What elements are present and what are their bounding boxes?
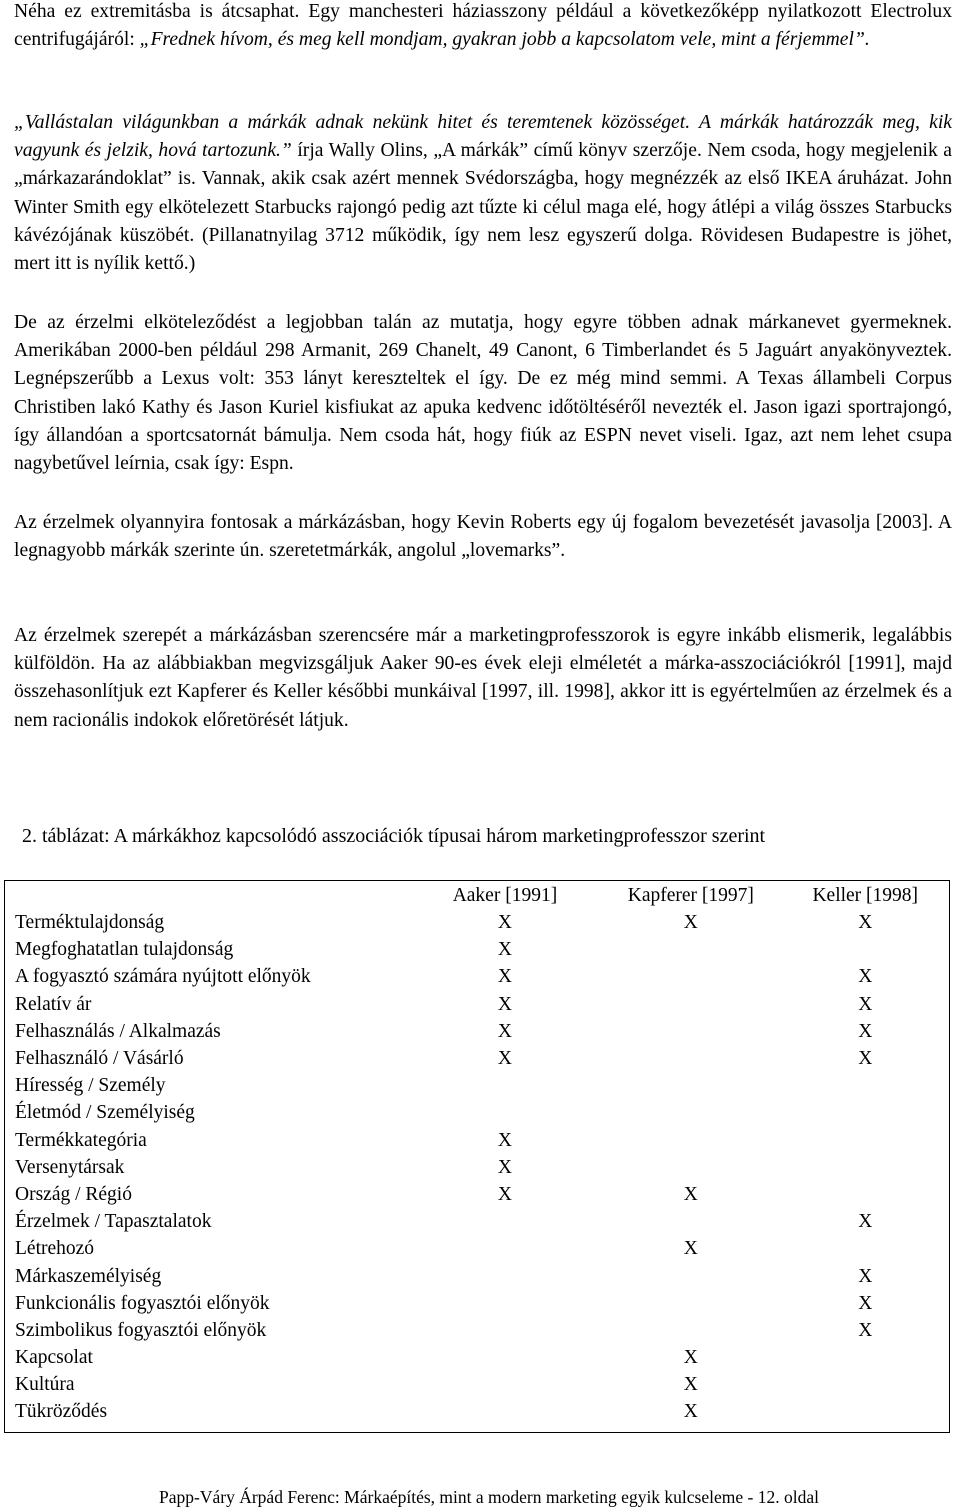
row-label: Tükröződés [15, 1401, 108, 1423]
table-cell [596, 1127, 785, 1154]
paragraph-text: Néha ez extremitásba is átcsaphat. Egy manchesteri háziasszony például a következőképp nyilatkozott Electrolux centrifugájáról: [14, 1, 952, 51]
table-cell [786, 1181, 945, 1208]
paragraph-lovemarks: Az érzelmek olyannyira fontosak a márkázásban, hogy Kevin Roberts egy új fogalom bevezetését javasolja [2003]. A legnagyobb márkák szerinte ún. szeretetmárkák, angolul „lovemarks”. [14, 512, 952, 562]
table-cell: X [858, 966, 873, 988]
association-table-frame [4, 880, 950, 1433]
table-cell: X [858, 1292, 873, 1314]
row-label: Relatív ár [15, 993, 92, 1015]
table-cell: X [497, 1129, 512, 1151]
table-cell: X [497, 1020, 512, 1042]
table-cell: X [497, 966, 512, 988]
association-table [15, 881, 945, 1426]
table-row [15, 1208, 945, 1235]
table-cell: X [497, 939, 512, 961]
table-cell [414, 1208, 596, 1235]
table-cell: X [497, 1156, 512, 1178]
table-cell: X [683, 1183, 698, 1205]
table-cell [596, 991, 785, 1018]
table-cell [786, 1099, 945, 1126]
paragraph-olins [14, 109, 952, 278]
header-empty-cell [15, 881, 414, 909]
table-cell: X [497, 912, 512, 934]
row-label: Kultúra [15, 1374, 75, 1396]
row-label: Kapcsolat [15, 1347, 93, 1369]
row-label: Versenytársak [15, 1156, 125, 1178]
table-row [15, 1099, 945, 1126]
table-cell: X [683, 1238, 698, 1260]
table-cell: X [683, 1401, 698, 1423]
paragraph-electrolux [14, 0, 952, 54]
table-row [15, 1181, 945, 1208]
table-cell [786, 1398, 945, 1425]
table-cell [414, 1072, 596, 1099]
column-header: Aaker [1991] [452, 884, 558, 906]
table-cell [414, 1262, 596, 1289]
quote-text: „Vallástalan világunkban a márkák adnak nekünk hitet és teremtenek közösséget. A márkák határozzák meg, kik vagyunk és jelzik, hová tartozunk.” [14, 112, 952, 162]
table-cell: X [497, 1183, 512, 1205]
table-cell [786, 1235, 945, 1262]
table-cell [786, 1072, 945, 1099]
table-cell [596, 1208, 785, 1235]
table-row [15, 1127, 945, 1154]
table-row [15, 936, 945, 963]
row-label: Termékkategória [15, 1129, 147, 1151]
paragraph-brand-names-children: De az érzelmi elköteleződést a legjobban talán az mutatja, hogy egyre többen adnak márkanevet gyermeknek. Amerikában 2000-ben például 298 Armanit, 269 Chanelt, 49 Canont, 6 Timberlandet és 5 Jaguárt anyakönyveztek. Legnépszerűbb a Lexus volt: 353 lányt kereszteltek el így. De ez még mind semmi. A Texas állambeli Corpus Christiben lakó Kathy és Jason Kuriel kisfiukat az apuka kedvenc időtöltéséről nevezték el. Jason igazi sportrajongó, így állandóan a sportcsatornát bámulja. Nem csoda hát, hogy fiúk az ESPN nevet viseli. Igaz, azt nem lehet csupa nagybetűvel leírnia, csak így: Espn. [14, 312, 952, 475]
table-header-row [15, 881, 945, 909]
table-cell [786, 1127, 945, 1154]
table-row [15, 1344, 945, 1371]
row-label: Létrehozó [15, 1238, 95, 1260]
table-cell: X [497, 1048, 512, 1070]
row-label: Márkaszemélyiség [15, 1265, 162, 1287]
table-cell [414, 1371, 596, 1398]
table-cell: X [858, 1048, 873, 1070]
table-cell [596, 936, 785, 963]
table-cell: X [858, 912, 873, 934]
row-label: Érzelmek / Tapasztalatok [15, 1211, 212, 1233]
table-cell: X [858, 1265, 873, 1287]
page-footer: Papp-Váry Árpád Ferenc: Márkaépítés, mint a modern marketing egyik kulcseleme - 12. oldal [159, 1487, 819, 1507]
table-cell [596, 963, 785, 990]
table-caption: 2. táblázat: A márkákhoz kapcsolódó asszociációk típusai három marketingprofesszor szerint [22, 825, 766, 847]
table-cell [786, 1154, 945, 1181]
table-cell [596, 1262, 785, 1289]
row-label: Életmód / Személyiség [15, 1102, 195, 1124]
table-cell: X [497, 993, 512, 1015]
column-header: Keller [1998] [812, 884, 919, 906]
table-cell [596, 1018, 785, 1045]
row-label: Terméktulajdonság [15, 912, 165, 934]
table-cell [596, 1154, 785, 1181]
table-row [15, 1262, 945, 1289]
table-cell: X [858, 1319, 873, 1341]
table-row [15, 1154, 945, 1181]
table-cell [414, 1290, 596, 1317]
table-cell [596, 1045, 785, 1072]
table-row [15, 1398, 945, 1425]
row-label: A fogyasztó számára nyújtott előnyök [15, 966, 311, 988]
table-cell [414, 1317, 596, 1344]
table-cell [786, 936, 945, 963]
table-row [15, 963, 945, 990]
quote-text: „Frednek hívom, és meg kell mondjam, gyakran jobb a kapcsolatom vele, mint a férjemmel”. [139, 29, 870, 51]
row-label: Megfoghatatlan tulajdonság [15, 939, 234, 961]
table-row [15, 1072, 945, 1099]
table-row [15, 1317, 945, 1344]
table-cell: X [683, 912, 698, 934]
table-cell [414, 1235, 596, 1262]
table-cell [414, 1344, 596, 1371]
table-cell [596, 1317, 785, 1344]
row-label: Szimbolikus fogyasztói előnyök [15, 1319, 267, 1341]
column-header: Kapferer [1997] [627, 884, 754, 906]
row-label: Ország / Régió [15, 1183, 132, 1205]
table-cell [596, 1290, 785, 1317]
association-table-body [15, 881, 945, 1426]
table-cell: X [683, 1374, 698, 1396]
row-label: Felhasználó / Vásárló [15, 1048, 184, 1070]
row-label: Híresség / Személy [15, 1075, 166, 1097]
table-cell [786, 1371, 945, 1398]
paragraph-text: írja Wally Olins, „A márkák” című könyv szerzője. Nem csoda, hogy megjelenik a „márkazarándoklat” is. Vannak, akik csak azért mennek Svédországba, hogy megnézzék az első IKEA áruházat. John Winter Smith egy elkötelezett Starbucks rajongó pedig azt tűzte ki célul maga elé, hogy átlépi a világ összes Starbucks kávézójának küszöbét. (Pillanatnyilag 3712 működik, így nem lesz egyszerű dolga. Rövidesen Budapestre is jöhet, mert itt is nyílik kettő.) [14, 140, 952, 275]
table-cell [414, 1398, 596, 1425]
table-row [15, 991, 945, 1018]
table-cell [596, 1099, 785, 1126]
table-cell: X [683, 1347, 698, 1369]
row-label: Funkcionális fogyasztói előnyök [15, 1292, 270, 1314]
row-label: Felhasználás / Alkalmazás [15, 1020, 221, 1042]
paragraph-marketing-professors: Az érzelmek szerepét a márkázásban szerencsére már a marketingprofesszorok is egyre inkább elismerik, legalábbis külföldön. Ha az alábbiakban megvizsgáljuk Aaker 90-es évek eleji elméletét a márka-asszociációkról [1991], majd összehasonlítjuk ezt Kapferer és Keller későbbi munkáival [1997, ill. 1998], akkor itt is egyértelműen az érzelmek és a nem racionális indokok előretörését látjuk. [14, 625, 952, 731]
table-cell [596, 1072, 785, 1099]
table-row [15, 1045, 945, 1072]
table-cell: X [858, 993, 873, 1015]
table-cell: X [858, 1211, 873, 1233]
table-row [15, 1018, 945, 1045]
table-row [15, 1290, 945, 1317]
table-row [15, 1235, 945, 1262]
table-cell [414, 1099, 596, 1126]
table-row [15, 909, 945, 936]
table-cell [786, 1344, 945, 1371]
table-cell: X [858, 1020, 873, 1042]
table-row [15, 1371, 945, 1398]
